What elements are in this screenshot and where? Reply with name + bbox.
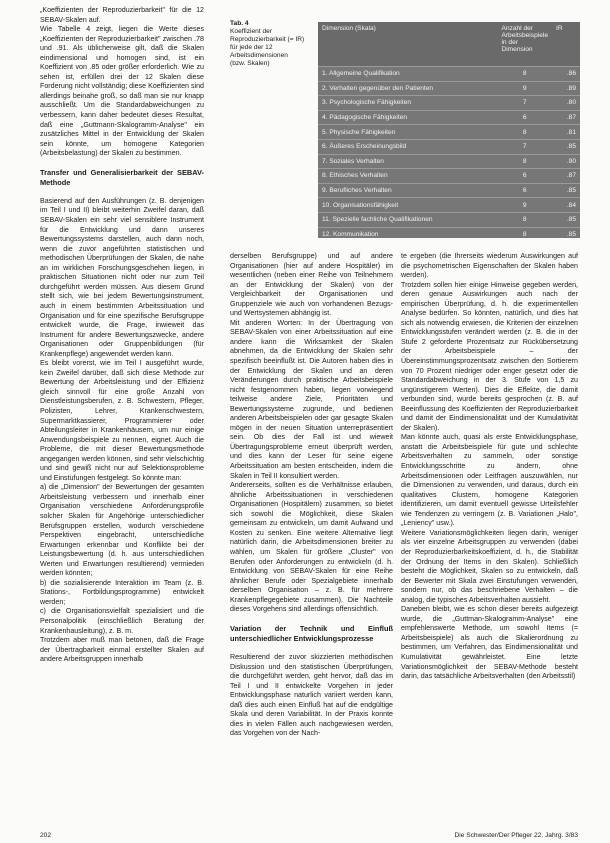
table-row <box>318 125 580 140</box>
row-count: 8 <box>497 154 552 169</box>
row-count: 8 <box>497 227 552 241</box>
reproducibility-table <box>318 22 580 241</box>
table-row <box>318 169 580 184</box>
row-label: 8. Ethisches Verhalten <box>318 169 497 184</box>
row-ir: .87 <box>552 169 580 184</box>
table-caption-text: Koeffizient der Reproduzierbarkeit (= IR) für jede der 12 Arbeitsdimensionen (bzw. Skalen) <box>230 28 305 67</box>
paragraph: Man könnte auch, quasi als erste Entwicklungsphase, anstatt die Arbeitsbeispiele für gute und schlechte Arbeitsverhalten zu sammeln, oder sonstige Entwicklungsschritte zu ändern, ohne Arbeitsdimensionen oder Leitfragen auszuwählen, nur die Dimensionen zu verwenden, und daraus, durch ein qualitatives Clustern, homogene Kategorien identifizieren, um damit eventuell gewisse Urteilsfehler wie Tendenzen zu verringern (z. B. Variationen „Halo", „Leniency" usw.). <box>401 433 578 528</box>
table-row <box>318 81 580 96</box>
table-caption-title: Tab. 4 <box>230 20 249 27</box>
table-row <box>318 198 580 213</box>
table-row <box>318 110 580 125</box>
header-ir: IR <box>552 22 580 67</box>
row-label: 11. Spezielle fachliche Qualifikationen <box>318 212 497 227</box>
row-count: 6 <box>497 169 552 184</box>
row-ir: .80 <box>552 96 580 111</box>
table-row <box>318 183 580 198</box>
row-label: 12. Kommunikation <box>318 227 497 241</box>
paragraph: Daneben bleibt, wie es schon dieser bereits aufgezeigt wurde, die „Guttman-Skalogramm-Analyse" eine empfehlenswerte Methode, um sowohl Items (= Arbeitsbeispiele) als auch die Skalierordnung zu bestimmen, um Verfahren, das Eindimensionalität und Kumulativität gewährleistet. Eine letzte Variationsmöglichkeit der SEBAV-Methode besteht darin, das tatsächliche Arbeitsverhalten (den Arbeitsstil) <box>401 605 578 681</box>
paragraph: a) die „Dimension" der Bewertungen der gesamten Arbeitsleistung verbessern und innerhalb einer Organisation verschiedene Anforderungsprofile solcher Skalen für Angehörige unterschiedlicher Berufsgruppen erstellen, wodurch verschiedene Perspektiven eingebracht, unterschiedliche Erwartungen erkennbar und Konflikte bei der Leistungsbewertung (d. h. aus unterschiedlichen Werten und Erwartungen resultierend) vermieden werden könnten; <box>40 483 204 578</box>
section-heading: Variation der Technik und Einfluß unterschiedlicher Entwicklungsprozesse <box>230 624 393 643</box>
row-ir: .84 <box>552 198 580 213</box>
row-count: 8 <box>497 67 552 82</box>
paragraph: Basierend auf den Ausführungen (z. B. denjenigen im Teil I und II) bleibt weiterhin Zweifel daran, daß SEBAV-Skalen ein sehr viel sensiblere Instrument für die Entwicklung und dann unseres Bewertungssystems darstellen, auch dann noch, wenn die zuvor angeführten statistischen und methodischen Überprüfungen der Skalen, die nahe an im wirklichen Forschungsgeschehen liegen, in praktischen Situationen nicht oder nur zum Teil durchgeführt werden müssen. Aus diesem Grund stellt sich, wie bei jedem Bewertungsinstrument, auch in einem bestimmten Arbeitssituation und Organisation und für eine spezifische Berufsgruppe entwickelt wurde, die Frage, inwieweit das Instrument für andere Bewertungszwecke, andere Organisationen oder Gruppenbildungen (für Krankenpflege) angewendet werden kann. <box>40 196 204 358</box>
paragraph: Trotzdem sollen hier einige Hinweise gegeben werden, deren genaue Auswirkungen auch nach der empirischen Überprüfung, d. h. die experimentellen Analyse bedürfen. So könnten, natürlich, und dies hat sich als notwendig erwiesen, die Kriterien der einzelnen Entwicklungsstufen verändert werden (z. B. die in der Stufe 2 geforderte Prozentsatz zur Rückübersetzung der Arbeitsbeispiele – der Übereinstimmungsprozentsatz zwischen den Sortierern von 70 Prozent niedriger oder enger gesetzt oder die Standardabweichung in der 3. Stufe von 1,5 zu ungünstigerem Werten). Dies die Effekte, die damit verbunden sind, wurde bereits gesprochen (z. B. auf Beeinflussung des Koeffizienten der Reproduzierbarkeit und damit der Eindimensionalität und der Kumulativität der Skalen). <box>401 280 578 432</box>
paragraph: Andererseits, sollten es die Verhältnisse erlauben, ähnliche Arbeitssituationen in verschiedenen Organisationen (Hospitälern) zusammen, so bietet sich sowohl die Möglichkeit, diese Skalen gemeinsam zu entwickeln, um damit Aufwand und Kosten zu senken. Eine weitere Alternative liegt natürlich darin, die Arbeitsdimensionen breiter zu wählen, um Skalen für größere „Cluster" von Berufen oder Anforderungen zu entwickeln (d. h. Entwicklung von SEBAV-Skalen für eine Reihe ähnlicher Berufe oder Spezialgebiete innerhalb derselben Organisation – z. B. für mehrere Krankenpflegegebiete zusammen). Die Nachteile dieses Vorgehens sind allerdings offensichtlich. <box>230 481 393 614</box>
data-table-box <box>318 22 580 238</box>
row-count: 7 <box>497 96 552 111</box>
table-row <box>318 139 580 154</box>
table-row <box>318 96 580 111</box>
row-ir: .86 <box>552 67 580 82</box>
row-ir: .90 <box>552 154 580 169</box>
row-ir: .85 <box>552 139 580 154</box>
row-count: 6 <box>497 110 552 125</box>
row-ir: .81 <box>552 125 580 140</box>
row-count: 7 <box>497 139 552 154</box>
table-row <box>318 154 580 169</box>
row-count: 8 <box>497 212 552 227</box>
paragraph: b) die sozialisierende Interaktion im Team (z. B. Stations-, Fortbildungsprogramme) entwickelt werden; <box>40 578 204 606</box>
journal-footer: Die Schwester/Der Pfleger 22. Jahrg. 3/83 <box>454 832 578 839</box>
row-label: 7. Soziales Verhalten <box>318 154 497 169</box>
row-ir: .87 <box>552 110 580 125</box>
paragraph: Wie Tabelle 4 zeigt, liegen die Werte dieses „Koeffizienten der Reproduzierbarkeit" zwischen .78 und .91. Als üblicherweise gilt, daß die Skalen eindimensional und homogen sind, ist ein Koeffizient von .85 oder größer erforderlich. Wie zu sehen ist, erfüllen drei der 12 Skalen diese Forderung nicht vollständig; diese Koeffizienten sind allerdings beinahe groß, so daß man sie nur knapp ausschließt. Um die Standardabweichungen zu verbessern, kann daher bedeutet dieses Resultat, daß eine „Guttmann-Skalogramm-Analyse" ein zusätzliches Mittel in der Entwicklung der Skalen sein könnte, um homogene Kategorien (Arbeitsbelastung) der Skalen zu bestimmen. <box>40 25 204 158</box>
page-number: 202 <box>40 832 52 839</box>
right-column <box>401 252 578 682</box>
paragraph: „Koeffizienten der Reproduzierbarkeit" für die 12 SEBAV-Skalen auf. <box>40 6 204 24</box>
row-count: 6 <box>497 183 552 198</box>
row-ir: .85 <box>552 212 580 227</box>
paragraph: c) die Organisationsvielfalt spezialisiert und die Personalpolitik (einschließlich Beratung der Krankenhausleitung), z. B. m. <box>40 607 204 635</box>
table-caption <box>230 20 305 68</box>
paragraph: derselben Berufsgruppe) und auf andere Organisationen (hier auf andere Hospitäler) im wesentlichen (neben einer Reihe von Teilnehmern an der Entwicklung der Skalen) von der Vergleichbarkeit der Organisationen und Gruppenziele wie auch von vorhandenen Bezugs- und Wertsystemen abhängig ist. <box>230 252 393 318</box>
row-label: 4. Pädagogische Fähigkeiten <box>318 110 497 125</box>
table-header-row <box>318 22 580 67</box>
row-label: 9. Berufliches Verhalten <box>318 183 497 198</box>
paragraph: Es bleibt vorerst, wie im Teil I ausgeführt wurde, kein Zweifel darüber, daß sich diese Methode zur Bewertung der Arbeitsleistung und der Effizienz gleich sinnvoll für eine große Anzahl von Dienstleistungsberufen, z. B. Schwestern, Pfleger, Polizisten, Lehrer, Krankenschwestern, Supermarktkassierer, Programmierer oder Abteilungsleiter in Krankenhäusern, um nur einige Anwendungsbeispiele zu nennen, eignet. Auch die Probleme, die mit dieser Bewertungsmethode angegangen werden können, sind sehr vielschichtig und sind gewiß nicht nur auf Selektionsprobleme und Einstufungen festgelegt. So könnte man: <box>40 359 204 482</box>
row-label: 1. Allgemeine Qualifikation <box>318 67 497 82</box>
header-count: Anzahl der Arbeitsbeispiele in der Dimension <box>497 22 552 67</box>
row-label: 3. Psychologische Fähigkeiten <box>318 96 497 111</box>
row-count: 9 <box>497 198 552 213</box>
row-label: 10. Organisationsfähigkeit <box>318 198 497 213</box>
row-label: 5. Physische Fähigkeiten <box>318 125 497 140</box>
row-label: 2. Verhalten gegenüber den Patienten <box>318 81 497 96</box>
row-count: 8 <box>497 125 552 140</box>
paragraph: te ergeben (die Ihrerseits wiederum Auswirkungen auf die psychometrischen Eigenschaften der Skalen haben werden). <box>401 252 578 280</box>
paragraph: Weitere Variationsmöglichkeiten liegen darin, weniger als vier einzelne Arbeitsgruppen zu verwenden (dabei der Reproduzierbarkeitskoeffizient, d. h., die Stabilität der Ordnung der Items in den Skalen). Schließlich besteht die Möglichkeit, Skalen so zu entwickeln, daß der Bewerter mit Skala zwei Einstufungen verwenden, sondern nur, ob das beschriebene Verhalten – die analog, die typisches Arbeitsverhalten aussieht. <box>401 528 578 604</box>
table-row <box>318 212 580 227</box>
row-ir: .89 <box>552 81 580 96</box>
middle-column <box>230 252 393 739</box>
row-ir: .85 <box>552 183 580 198</box>
row-label: 6. Äußeres Erscheinungsbild <box>318 139 497 154</box>
paragraph: Resultierend der zuvor skizzierten methodischen Diskussion und den statistischen Überprüfungen, die durchgeführt werden, geht hervor, daß das im Teil I und II entwickelte Vorgehen in jeder Entwicklungsphase naturlich variiert werden kann, daß dies auch einen Einfluß hat auf die endgültige Skala und deren Variabilität. In der Praxis konnte dies in vielen Fällen auch nachgewiesen werden, das Vorgehen von der Nach- <box>230 652 393 738</box>
paragraph: Trotzdem aber muß man betonen, daß die Frage der Übertragbarkeit einmal erstellter Skalen auf andere Arbeitsgruppen innerhalb <box>40 636 204 664</box>
left-column <box>40 6 204 665</box>
paragraph: Mit anderen Worten: In der Übertragung von SEBAV-Skalen von einer Arbeitssituation auf eine andere kann die Wirksamkeit der Skalen abnehmen, da die Entwicklung der Skalen sehr spezifisch beeinflußt ist. Die Autoren haben dies in der Entwicklung der Skalen und an deren Veränderungen durch praktische Arbeitsbeispiele nicht festgenommen haben, liegen vorwiegend teilweise andere Ziele, Prioritäten und Bewertungssysteme zugrunde, und bedienen anderen Arbeitsbeispielen oder gar gesagte Skalen mögen in der neuen Situation unterrepräsentiert sein. Ob dies der Fall ist und wieweit Übertragungsprobleme erneut überprüft werden, und dies kann der Leser für seine eigene Arbeitssituation am besten entscheiden, indem die Skalen in Teil II konsultiert werden. <box>230 318 393 480</box>
table-row <box>318 227 580 241</box>
row-count: 9 <box>497 81 552 96</box>
section-heading: Transfer und Generalisierbarkeit der SEBAV-Methode <box>40 168 204 187</box>
row-ir: .85 <box>552 227 580 241</box>
table-row <box>318 67 580 82</box>
header-dimension: Dimension (Skala) <box>318 22 497 67</box>
